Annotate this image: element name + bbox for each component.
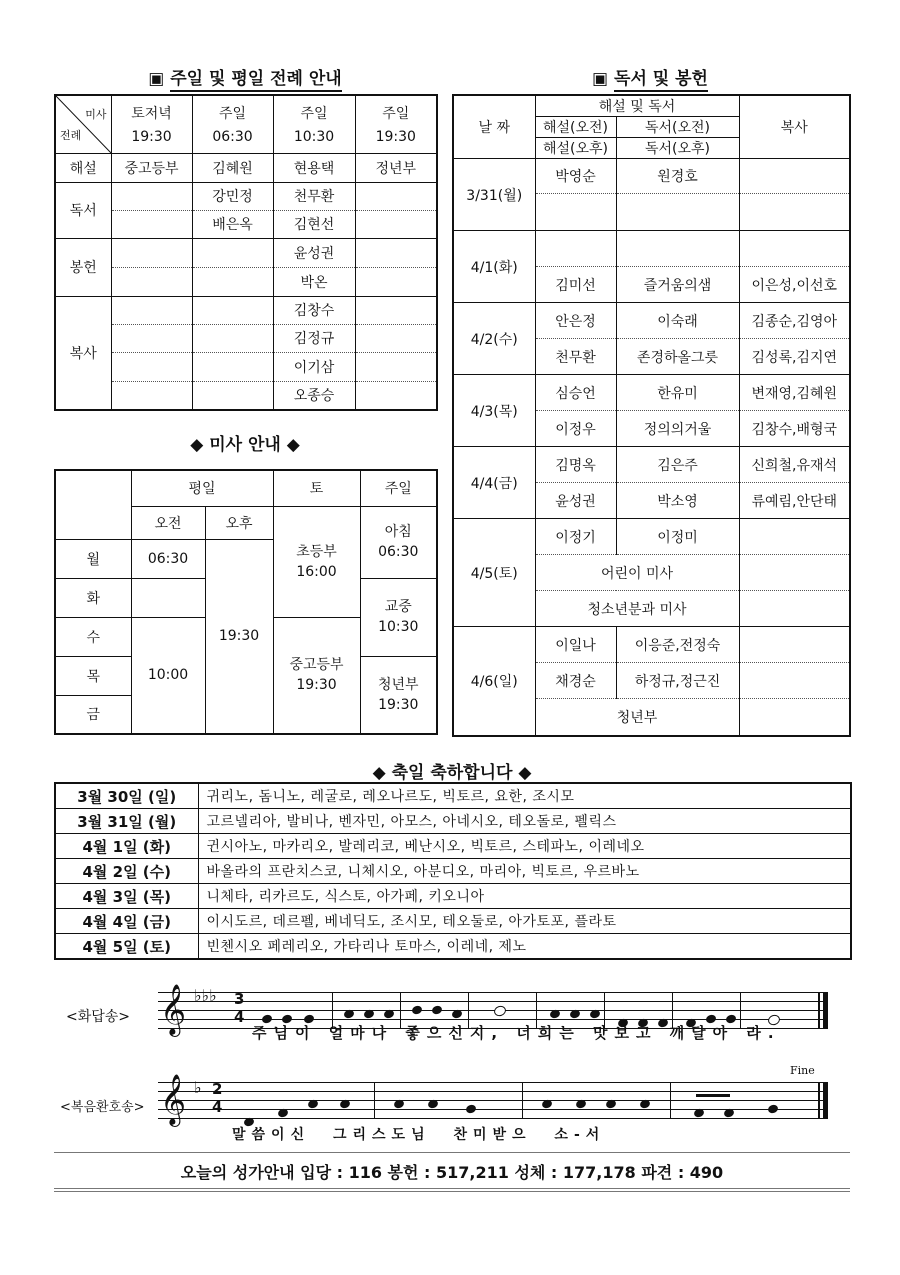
corner-top-label: 미사 xyxy=(85,108,107,121)
col-header: 주일 10:30 xyxy=(273,95,355,153)
footer-divider xyxy=(54,1191,850,1192)
tue-am xyxy=(131,578,205,617)
gospel-lyrics: 말씀이신 그리스도님 찬미받으 소-서 xyxy=(232,1127,606,1143)
feast-row: 4월 5일 (토) 빈첸시오 페레리오, 가타리나 토마스, 이레네, 제노 xyxy=(55,934,851,960)
time-signature: 3 4 xyxy=(234,990,245,1026)
treble-clef-icon: 𝄞 xyxy=(160,1074,187,1125)
feast-row: 4월 2일 (수) 바올라의 프란치스코, 니체시오, 아분디오, 마리아, 빅토르, 우르바노 xyxy=(55,859,851,884)
barline xyxy=(818,992,820,1029)
sun-youth: 청년부 19:30 xyxy=(360,656,437,734)
footer-divider xyxy=(54,1188,850,1189)
am-read-header: 독서(오전) xyxy=(616,117,739,138)
reading-day-row: 4/6(일) 이일나 이응준,전정숙 xyxy=(453,627,850,663)
reading-row: 독서 강민정 천무환 xyxy=(55,182,437,210)
fine-marking: Fine xyxy=(790,1064,815,1077)
weekday-header: 평일 xyxy=(131,470,273,506)
reading-day-row: 4/2(수) 안은정 이숙래 김종순,김영아 xyxy=(453,303,850,339)
offering-row: 박온 xyxy=(55,267,437,296)
date-cell: 4/1(화) xyxy=(453,231,535,303)
mass-table xyxy=(54,469,438,735)
psalm-label: <화답송> xyxy=(66,1009,131,1025)
server-row: 복사 김창수 xyxy=(55,296,437,324)
diamond-bullet-icon: ◆ xyxy=(286,435,300,455)
feast-row: 4월 1일 (화) 귄시아노, 마카리오, 발레리코, 베난시오, 빅토르, 스테파노, 이레네오 xyxy=(55,834,851,859)
mass-title: ◆ 미사 안내 ◆ xyxy=(190,435,300,455)
feast-row: 3월 31일 (월) 고르넬리아, 발비나, 벤자민, 아모스, 아네시오, 테오돌로, 펠릭스 xyxy=(55,809,851,834)
final-barline xyxy=(823,992,828,1029)
group-header: 해설 및 독서 xyxy=(535,95,739,117)
liturgy-title: ▣ 주일 및 평일 전례 안내 xyxy=(55,64,435,89)
server-row: 김정규 xyxy=(55,324,437,352)
commentary-row: 해설 중고등부 김혜원 현용택 정년부 xyxy=(55,153,437,182)
offering-row: 봉헌 윤성권 xyxy=(55,238,437,267)
youth-mass: 청소년분과 미사 xyxy=(535,591,739,627)
footer-divider xyxy=(54,1152,850,1153)
hymn-guide: 오늘의 성가안내 입당 : 116 봉헌 : 517,211 성체 : 177,178 파견 : 490 xyxy=(180,1163,724,1182)
time-signature: 2 4 xyxy=(212,1080,223,1116)
diamond-bullet-icon: ◆ xyxy=(372,763,386,783)
reading-day-row: 4/4(금) 김명옥 김은주 신희철,유재석 xyxy=(453,447,850,483)
children-mass: 어린이 미사 xyxy=(535,555,739,591)
sun-main: 교중 10:30 xyxy=(360,578,437,656)
feast-table xyxy=(54,782,852,960)
am-header: 오전 xyxy=(131,506,205,539)
sat-elementary: 초등부 16:00 xyxy=(273,506,360,617)
date-cell: 4/6(일) xyxy=(453,627,535,736)
pm-comm-header: 해설(오후) xyxy=(535,138,616,159)
barline xyxy=(374,1082,375,1119)
psalm-lyrics: 주님이 얼마나 좋으신지, 너희는 맛보고 깨달아 라. xyxy=(252,1024,781,1042)
empty-corner xyxy=(55,470,131,539)
treble-clef-icon: 𝄞 xyxy=(160,984,187,1035)
row-label: 해설 xyxy=(55,153,111,182)
barline xyxy=(670,1082,671,1119)
feast-row: 3월 30일 (일) 귀리노, 돔니노, 레굴로, 레오나르도, 빅토르, 요한, 조시모 xyxy=(55,783,851,809)
square-bullet-icon: ▣ xyxy=(148,69,165,89)
date-cell: 4/2(수) xyxy=(453,303,535,375)
date-header: 날 짜 xyxy=(453,95,535,159)
date-cell: 4/5(토) xyxy=(453,519,535,627)
wed-fri-am: 10:00 xyxy=(131,617,205,734)
row-label: 봉헌 xyxy=(55,238,111,296)
date-cell: 4/4(금) xyxy=(453,447,535,519)
reading-day-row: 3/31(월) 박영순 원경호 xyxy=(453,159,850,194)
col-header: 주일 19:30 xyxy=(355,95,437,153)
mon-am: 06:30 xyxy=(131,539,205,578)
final-barline xyxy=(823,1082,828,1119)
row-label: 독서 xyxy=(55,182,111,238)
server-row: 이기삼 xyxy=(55,352,437,381)
pm-read-header: 독서(오후) xyxy=(616,138,739,159)
gospel-staff xyxy=(158,1074,828,1125)
pm-header: 오후 xyxy=(205,506,273,539)
beam xyxy=(696,1094,730,1097)
feast-row: 4월 3일 (목) 니체타, 리카르도, 식스토, 아가페, 키오니아 xyxy=(55,884,851,909)
barline xyxy=(522,1082,523,1119)
date-cell: 4/3(목) xyxy=(453,375,535,447)
day-tue: 화 xyxy=(55,578,131,617)
diagonal-line xyxy=(56,96,112,154)
reading-row: 배은옥 김현선 xyxy=(55,210,437,238)
square-bullet-icon: ▣ xyxy=(592,69,609,89)
reading-day-row: 4/5(토) 이정기 이정미 xyxy=(453,519,850,555)
reading-day-row: 4/3(목) 심승언 한유미 변재영,김혜원 xyxy=(453,375,850,411)
sun-header: 주일 xyxy=(360,470,437,506)
col-header: 주일 06:30 xyxy=(192,95,273,153)
server-header: 복사 xyxy=(739,95,850,159)
row-label: 복사 xyxy=(55,296,111,410)
day-fri: 금 xyxy=(55,695,131,734)
weekday-pm: 19:30 xyxy=(205,539,273,734)
sun-morning: 아침 06:30 xyxy=(360,506,437,578)
diamond-bullet-icon: ◆ xyxy=(190,435,204,455)
day-thu: 목 xyxy=(55,656,131,695)
col-header: 토저녁 19:30 xyxy=(111,95,192,153)
sat-header: 토 xyxy=(273,470,360,506)
readings-title: ▣ 독서 및 봉헌 xyxy=(452,64,848,89)
corner-bottom-label: 전례 xyxy=(60,128,82,142)
day-wed: 수 xyxy=(55,617,131,656)
readings-table: 날 짜 해설 및 독서 복사 해설(오전) 독서(오전) 해설(오후) 독서(오후) 3/31(월) 박영순 원경호 4/1(화) 김미선 즐거움의샘 이은성,이선호 4/2(수) 안은정 이숙래 김종순,김영아 천무환 존경하올그릇 김성록,김지연 4/3(목) 심승언 한유미 변재영,김혜원 이정우 정의의거울 김창수,배형국 4/4(금) 김명옥 김은주 신희철,유재석 윤성권 박소영 류예림,안단태 4/5(토) 이정기 이정미 어린이 미사 청소년분과 미사 4/6(일) 이일나 이응준,전정숙 채경순 하정규,정근진 청년부 xyxy=(452,94,851,737)
gospel-label: <복음환호송> xyxy=(60,1100,145,1115)
corner-cell xyxy=(55,95,111,153)
am-comm-header: 해설(오전) xyxy=(535,117,616,138)
flat-icon: ♭♭♭ xyxy=(194,986,217,1005)
barline xyxy=(818,1082,820,1119)
feast-title: ◆ 축일 축하합니다 ◆ xyxy=(372,763,532,783)
flat-icon: ♭ xyxy=(194,1078,202,1097)
server-row: 오종승 xyxy=(55,381,437,410)
day-mon: 월 xyxy=(55,539,131,578)
liturgy-table xyxy=(54,94,438,411)
reading-day-row xyxy=(453,231,850,267)
youth-group: 청년부 xyxy=(535,699,739,736)
diamond-bullet-icon: ◆ xyxy=(518,763,532,783)
date-cell: 3/31(월) xyxy=(453,159,535,231)
feast-row: 4월 4일 (금) 이시도르, 데르펠, 베네딕도, 조시모, 테오둘로, 아가토포, 플라토 xyxy=(55,909,851,934)
sat-middle-high: 중고등부 19:30 xyxy=(273,617,360,734)
